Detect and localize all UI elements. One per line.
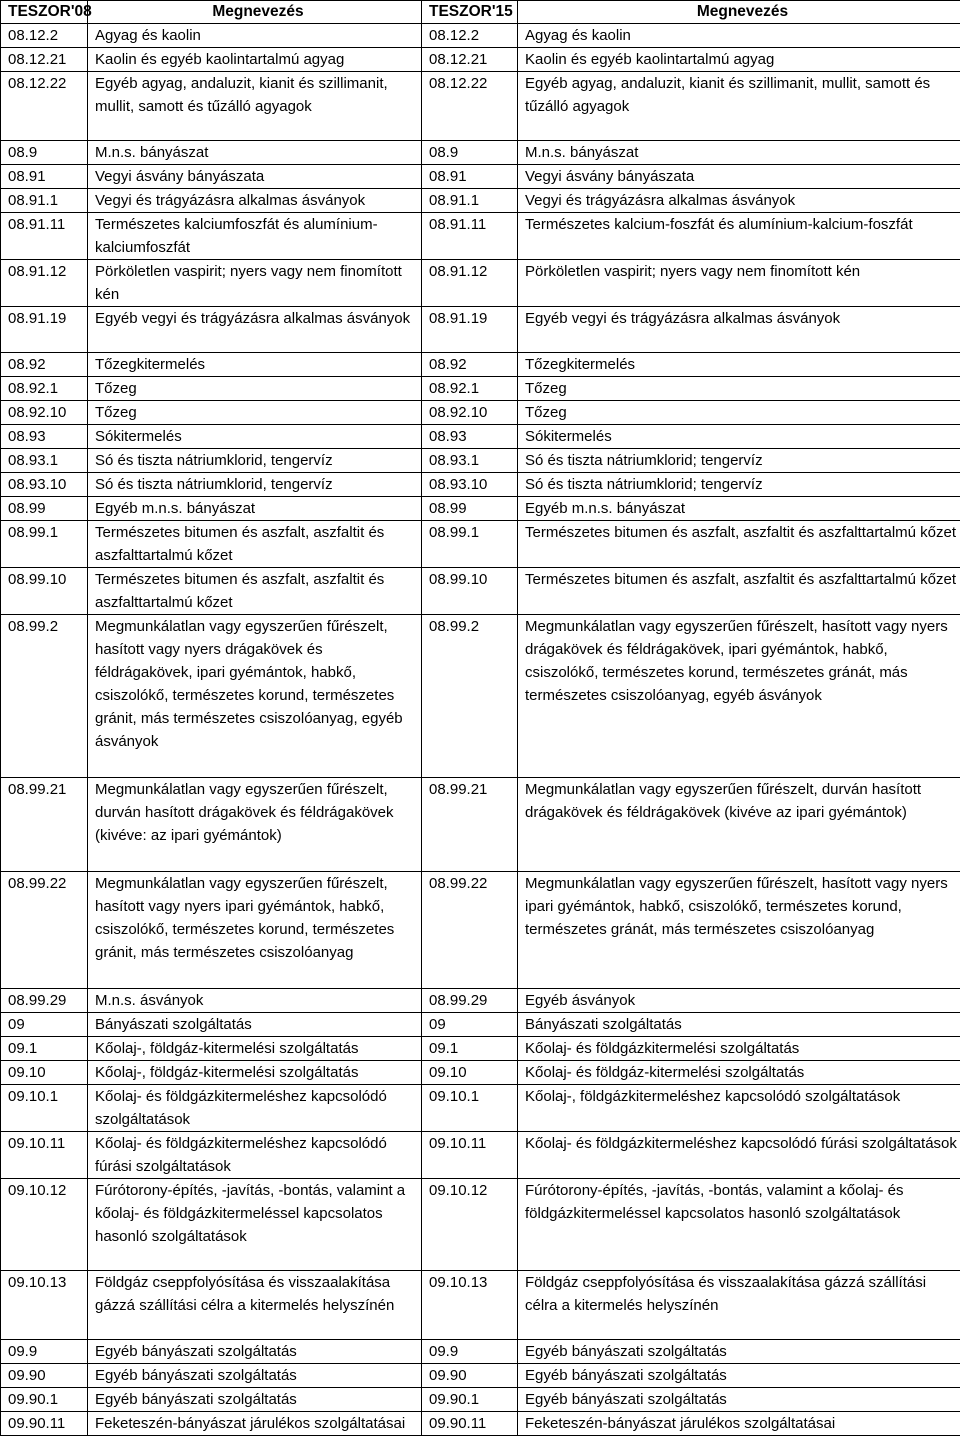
new-code-cell: 08.92.1: [422, 377, 518, 401]
new-code-cell: 08.91: [422, 165, 518, 189]
table-row: [1, 1388, 960, 1412]
table-row: [1, 425, 960, 449]
new-code-cell: 09.10: [422, 1061, 518, 1085]
table-row: [1, 1179, 960, 1271]
new-code-cell: 08.12.2: [422, 24, 518, 48]
table-body: [1, 24, 960, 1436]
table-row: [1, 1340, 960, 1364]
old-code-cell: 09.90.1: [1, 1388, 88, 1412]
new-code-cell: 09.10.13: [422, 1271, 518, 1340]
old-name-cell: Egyéb m.n.s. bányászat: [88, 497, 422, 521]
old-name-cell: Megmunkálatlan vagy egyszerűen fűrészelt, hasított vagy nyers drágakövek és féldrágakövek, ipari gyémántok, habkő, csiszolókő, természetes korund, természetes gránit, más természetes csiszolóanyag, egyéb ásványok: [88, 615, 422, 778]
new-code-cell: 09.90.11: [422, 1412, 518, 1436]
new-code-cell: 08.91.19: [422, 307, 518, 353]
new-code-cell: 09.90: [422, 1364, 518, 1388]
new-name-cell: Kőolaj- és földgázkitermeléshez kapcsolódó fúrási szolgáltatások: [518, 1132, 960, 1179]
old-name-cell: M.n.s. bányászat: [88, 141, 422, 165]
new-code-cell: 08.93.1: [422, 449, 518, 473]
old-code-cell: 09.90.11: [1, 1412, 88, 1436]
old-name-cell: Megmunkálatlan vagy egyszerűen fűrészelt, durván hasított drágakövek és féldrágakövek (kivéve: az ipari gyémántok): [88, 778, 422, 872]
new-name-cell: Sókitermelés: [518, 425, 960, 449]
old-code-cell: 09.10.11: [1, 1132, 88, 1179]
old-name-cell: Megmunkálatlan vagy egyszerűen fűrészelt, hasított vagy nyers ipari gyémántok, habkő, csiszolókő, természetes korund, természetes gránit, más természetes csiszolóanyag: [88, 872, 422, 989]
new-name-cell: Bányászati szolgáltatás: [518, 1013, 960, 1037]
new-name-cell: Megmunkálatlan vagy egyszerűen fűrészelt, hasított vagy nyers ipari gyémántok, habkő, csiszolókő, természetes korund, természetes gránát, más természetes csiszolóanyag: [518, 872, 960, 989]
old-code-cell: 08.99.2: [1, 615, 88, 778]
old-name-cell: Egyéb bányászati szolgáltatás: [88, 1364, 422, 1388]
new-code-cell: 08.99.29: [422, 989, 518, 1013]
old-name-cell: Tőzeg: [88, 377, 422, 401]
old-name-cell: Vegyi ásvány bányászata: [88, 165, 422, 189]
table-row: [1, 1013, 960, 1037]
new-name-cell: Kaolin és egyéb kaolintartalmú agyag: [518, 48, 960, 72]
new-code-cell: 08.99.21: [422, 778, 518, 872]
old-name-cell: Pörköletlen vaspirit; nyers vagy nem finomított kén: [88, 260, 422, 307]
table-row: [1, 1412, 960, 1436]
new-name-cell: Tőzegkitermelés: [518, 353, 960, 377]
new-code-cell: 08.99.2: [422, 615, 518, 778]
old-name-cell: Egyéb bányászati szolgáltatás: [88, 1340, 422, 1364]
new-name-cell: Pörköletlen vaspirit; nyers vagy nem finomított kén: [518, 260, 960, 307]
old-code-cell: 08.99.1: [1, 521, 88, 568]
table-row: [1, 1132, 960, 1179]
old-code-cell: 08.99.22: [1, 872, 88, 989]
new-name-cell: Fúrótorony-építés, -javítás, -bontás, valamint a kőolaj- és földgázkitermeléssel kapcsolatos hasonló szolgáltatások: [518, 1179, 960, 1271]
old-name-cell: Egyéb agyag, andaluzit, kianit és szillimanit, mullit, samott és tűzálló agyagok: [88, 72, 422, 141]
old-code-cell: 09.9: [1, 1340, 88, 1364]
new-name-cell: Egyéb bányászati szolgáltatás: [518, 1340, 960, 1364]
new-code-cell: 08.93.10: [422, 473, 518, 497]
table-row: [1, 1061, 960, 1085]
old-name-cell: Fúrótorony-építés, -javítás, -bontás, valamint a kőolaj- és földgázkitermeléssel kapcsolatos hasonló szolgáltatások: [88, 1179, 422, 1271]
table-row: [1, 213, 960, 260]
old-name-cell: Feketeszén-bányászat járulékos szolgáltatásai: [88, 1412, 422, 1436]
new-code-cell: 08.91.12: [422, 260, 518, 307]
new-name-cell: Megmunkálatlan vagy egyszerűen fűrészelt, durván hasított drágakövek és féldrágakövek (kivéve az ipari gyémántok): [518, 778, 960, 872]
old-name-cell: Tőzegkitermelés: [88, 353, 422, 377]
old-code-cell: 08.92: [1, 353, 88, 377]
old-name-cell: Természetes bitumen és aszfalt, aszfaltit és aszfalttartalmú kőzet: [88, 568, 422, 615]
old-code-cell: 08.12.2: [1, 24, 88, 48]
table-row: [1, 778, 960, 872]
new-name-cell: Földgáz cseppfolyósítása és visszaalakítása gázzá szállítási célra a kitermelés helyszínén: [518, 1271, 960, 1340]
new-code-cell: 08.12.21: [422, 48, 518, 72]
old-name-cell: Só és tiszta nátriumklorid, tengervíz: [88, 473, 422, 497]
new-name-cell: Természetes bitumen és aszfalt, aszfaltit és aszfalttartalmú kőzet: [518, 521, 960, 568]
table-row: [1, 568, 960, 615]
table-row: [1, 165, 960, 189]
new-name-cell: M.n.s. bányászat: [518, 141, 960, 165]
old-code-cell: 09.90: [1, 1364, 88, 1388]
new-name-cell: Egyéb bányászati szolgáltatás: [518, 1364, 960, 1388]
new-code-cell: 08.93: [422, 425, 518, 449]
old-name-cell: Tőzeg: [88, 401, 422, 425]
new-name-cell: Só és tiszta nátriumklorid; tengervíz: [518, 473, 960, 497]
table-row: [1, 1037, 960, 1061]
old-name-cell: Bányászati szolgáltatás: [88, 1013, 422, 1037]
old-name-cell: Egyéb bányászati szolgáltatás: [88, 1388, 422, 1412]
new-name-cell: Vegyi ásvány bányászata: [518, 165, 960, 189]
new-name-cell: Tőzeg: [518, 377, 960, 401]
new-code-cell: 09: [422, 1013, 518, 1037]
old-code-cell: 08.9: [1, 141, 88, 165]
table-row: [1, 377, 960, 401]
old-code-cell: 08.93.10: [1, 473, 88, 497]
new-name-cell: Só és tiszta nátriumklorid; tengervíz: [518, 449, 960, 473]
table-row: [1, 989, 960, 1013]
old-name-cell: Egyéb vegyi és trágyázásra alkalmas ásványok: [88, 307, 422, 353]
table-row: [1, 449, 960, 473]
new-name-cell: Egyéb m.n.s. bányászat: [518, 497, 960, 521]
new-name-cell: Egyéb ásványok: [518, 989, 960, 1013]
table-row: [1, 260, 960, 307]
old-name-cell: Kőolaj-, földgáz-kitermelési szolgáltatás: [88, 1061, 422, 1085]
table-row: [1, 24, 960, 48]
old-code-cell: 08.91.12: [1, 260, 88, 307]
new-code-cell: 08.9: [422, 141, 518, 165]
old-name-cell: Vegyi és trágyázásra alkalmas ásványok: [88, 189, 422, 213]
new-code-cell: 09.10.11: [422, 1132, 518, 1179]
old-code-cell: 08.91.1: [1, 189, 88, 213]
new-code-cell: 08.92: [422, 353, 518, 377]
old-code-cell: 08.99: [1, 497, 88, 521]
table-row: [1, 872, 960, 989]
new-code-cell: 08.99.22: [422, 872, 518, 989]
new-name-cell: Egyéb bányászati szolgáltatás: [518, 1388, 960, 1412]
old-code-cell: 09.10.12: [1, 1179, 88, 1271]
table-row: [1, 615, 960, 778]
table-row: [1, 401, 960, 425]
old-code-cell: 09.10: [1, 1061, 88, 1085]
new-name-cell: Kőolaj-, földgázkitermeléshez kapcsolódó szolgáltatások: [518, 1085, 960, 1132]
new-code-cell: 09.1: [422, 1037, 518, 1061]
old-code-cell: 08.92.10: [1, 401, 88, 425]
old-code-cell: 08.99.21: [1, 778, 88, 872]
new-name-cell: Megmunkálatlan vagy egyszerűen fűrészelt, hasított vagy nyers drágakövek és féldrágakövek, ipari gyémántok, habkő, csiszolókő, természetes korund, természetes gránát, más természetes csiszolóanyag, egyéb ásványok: [518, 615, 960, 778]
new-name-cell: Természetes bitumen és aszfalt, aszfaltit és aszfalttartalmú kőzet: [518, 568, 960, 615]
old-name-cell: Természetes kalciumfoszfát és alumínium-kalciumfoszfát: [88, 213, 422, 260]
header-new-name: Megnevezés: [518, 1, 960, 24]
old-name-cell: Só és tiszta nátriumklorid, tengervíz: [88, 449, 422, 473]
new-name-cell: Feketeszén-bányászat járulékos szolgáltatásai: [518, 1412, 960, 1436]
new-code-cell: 09.10.12: [422, 1179, 518, 1271]
old-code-cell: 08.93.1: [1, 449, 88, 473]
old-code-cell: 09.1: [1, 1037, 88, 1061]
table-row: [1, 521, 960, 568]
table-row: [1, 72, 960, 141]
old-code-cell: 08.91: [1, 165, 88, 189]
new-name-cell: Kőolaj- és földgázkitermelési szolgáltatás: [518, 1037, 960, 1061]
table-row: [1, 1085, 960, 1132]
old-code-cell: 08.12.22: [1, 72, 88, 141]
new-code-cell: 09.90.1: [422, 1388, 518, 1412]
old-name-cell: Kőolaj- és földgázkitermeléshez kapcsolódó fúrási szolgáltatások: [88, 1132, 422, 1179]
old-code-cell: 08.93: [1, 425, 88, 449]
old-name-cell: Kaolin és egyéb kaolintartalmú agyag: [88, 48, 422, 72]
new-name-cell: Természetes kalcium-foszfát és alumínium-kalcium-foszfát: [518, 213, 960, 260]
header-old-code: TESZOR'08: [1, 1, 88, 24]
old-code-cell: 09: [1, 1013, 88, 1037]
old-code-cell: 08.12.21: [1, 48, 88, 72]
old-code-cell: 08.91.19: [1, 307, 88, 353]
table-row: [1, 497, 960, 521]
old-name-cell: Kőolaj-, földgáz-kitermelési szolgáltatás: [88, 1037, 422, 1061]
new-code-cell: 08.99.10: [422, 568, 518, 615]
old-name-cell: Kőolaj- és földgázkitermeléshez kapcsolódó szolgáltatások: [88, 1085, 422, 1132]
new-code-cell: 08.12.22: [422, 72, 518, 141]
header-new-code: TESZOR'15: [422, 1, 518, 24]
old-name-cell: Földgáz cseppfolyósítása és visszaalakítása gázzá szállítási célra a kitermelés helyszínén: [88, 1271, 422, 1340]
table-row: [1, 473, 960, 497]
new-code-cell: 09.9: [422, 1340, 518, 1364]
table-row: [1, 189, 960, 213]
table-row: [1, 1364, 960, 1388]
new-name-cell: Egyéb agyag, andaluzit, kianit és szillimanit, mullit, samott és tűzálló agyagok: [518, 72, 960, 141]
new-name-cell: Tőzeg: [518, 401, 960, 425]
header-row: [1, 1, 960, 24]
table-row: [1, 48, 960, 72]
old-code-cell: 08.99.29: [1, 989, 88, 1013]
old-code-cell: 08.99.10: [1, 568, 88, 615]
old-code-cell: 09.10.13: [1, 1271, 88, 1340]
old-code-cell: 08.91.11: [1, 213, 88, 260]
table-row: [1, 141, 960, 165]
new-code-cell: 08.99: [422, 497, 518, 521]
table-row: [1, 353, 960, 377]
new-name-cell: Kőolaj- és földgáz-kitermelési szolgáltatás: [518, 1061, 960, 1085]
old-code-cell: 09.10.1: [1, 1085, 88, 1132]
old-name-cell: Természetes bitumen és aszfalt, aszfaltit és aszfalttartalmú kőzet: [88, 521, 422, 568]
old-name-cell: Agyag és kaolin: [88, 24, 422, 48]
new-name-cell: Egyéb vegyi és trágyázásra alkalmas ásványok: [518, 307, 960, 353]
new-code-cell: 09.10.1: [422, 1085, 518, 1132]
header-old-name: Megnevezés: [88, 1, 422, 24]
new-code-cell: 08.99.1: [422, 521, 518, 568]
new-name-cell: Vegyi és trágyázásra alkalmas ásványok: [518, 189, 960, 213]
old-name-cell: M.n.s. ásványok: [88, 989, 422, 1013]
old-code-cell: 08.92.1: [1, 377, 88, 401]
table-row: [1, 307, 960, 353]
new-name-cell: Agyag és kaolin: [518, 24, 960, 48]
new-code-cell: 08.91.11: [422, 213, 518, 260]
new-code-cell: 08.91.1: [422, 189, 518, 213]
new-code-cell: 08.92.10: [422, 401, 518, 425]
table-row: [1, 1271, 960, 1340]
old-name-cell: Sókitermelés: [88, 425, 422, 449]
